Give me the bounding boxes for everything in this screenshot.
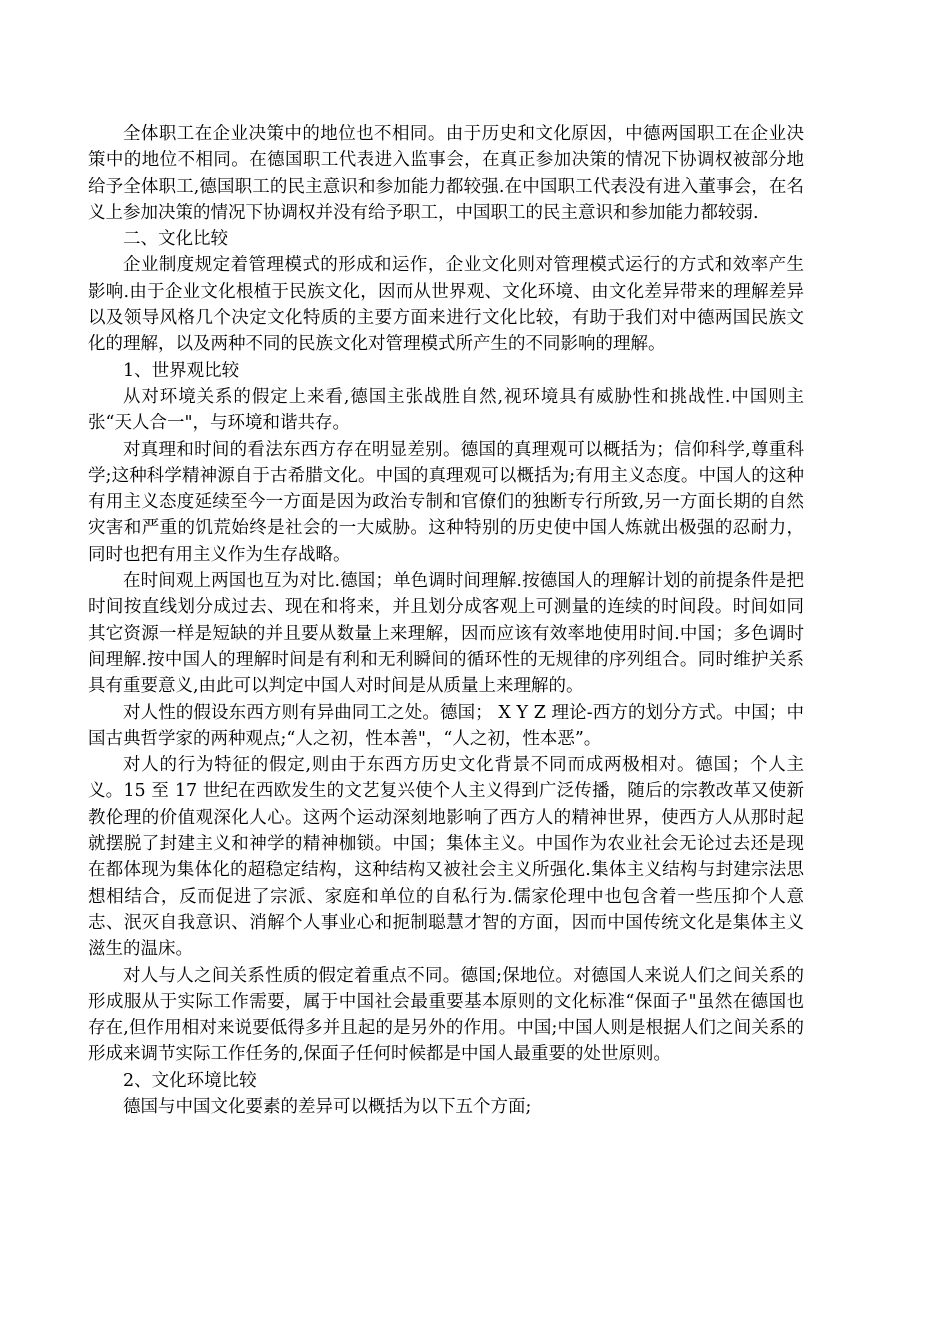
paragraph-truth: 对真理和时间的看法东西方存在明显差别。德国的真理观可以概括为；信仰科学,尊重科学;这种科学精神源自于古希腊文化。中国的真理观可以概括为;有用主义态度。中国人的这种有用主义态度延续至今一方面是因为政治专制和官僚们的独断专行所致,另一方面长期的自然灾害和严重的饥荒始终是社会的一大威胁。这种特别的历史使中国人炼就出极强的忍耐力，同时也把有用主义作为生存战略。 — [88, 439, 804, 565]
heading-culture-comparison: 二、文化比较 — [123, 229, 228, 250]
paragraph-five-aspects: 德国与中国文化要素的差异可以概括为以下五个方面; — [123, 1096, 532, 1117]
paragraph-environment: 从对环境关系的假定上来看,德国主张战胜自然,视环境具有威胁性和挑战性.中国则主张“天人合一"，与环境和谐共存。 — [88, 386, 804, 434]
document-page — [88, 121, 804, 1120]
heading-cultural-environment: 2、文化环境比较 — [123, 1070, 257, 1091]
paragraph-employee-status: 全体职工在企业决策中的地位也不相同。由于历史和文化原因，中德两国职工在企业决策中的地位不相同。在德国职工代表进入监事会，在真正参加决策的情况下协调权被部分地给予全体职工,德国职工的民主意识和参加能力都较强.在中国职工代表没有进入董事会，在名义上参加决策的情况下协调权并没有给予职工，中国职工的民主意识和参加能力都较弱. — [88, 124, 804, 223]
paragraph-human-nature: 对人性的假设东西方则有异曲同工之处。德国； X Y Z 理论-西方的划分方式。中国；中国古典哲学家的两种观点;“人之初，性本善"，“人之初，性本恶”。 — [88, 702, 804, 749]
paragraph-culture-intro: 企业制度规定着管理模式的形成和运作，企业文化则对管理模式运行的方式和效率产生影响.由于企业文化根植于民族文化，因而从世界观、文化环境、由文化差异带来的理解差异以及领导风格几个决定文化特质的主要方面来进行文化比较，有助于我们对中德两国民族文化的理解，以及两种不同的民族文化对管理模式所产生的不同影响的理解。 — [88, 255, 804, 355]
paragraph-relationships: 对人与人之间关系性质的假定着重点不同。德国;保地位。对德国人来说人们之间关系的形成服从于实际工作需要，属于中国社会最重要基本原则的文化标准“保面子"虽然在德国也存在,但作用相对来说要低得多并且起的是另外的作用。中国;中国人则是根据人们之间关系的形成来调节实际工作任务的,保面子任何时候都是中国人最重要的处世原则。 — [88, 965, 804, 1065]
heading-worldview-comparison: 1、世界观比较 — [123, 360, 240, 381]
paragraph-time: 在时间观上两国也互为对比.德国；单色调时间理解.按德国人的理解计划的前提条件是把时间按直线划分成过去、现在和将来，并且划分成客观上可测量的连续的时间段。时间如同其它资源一样是短缺的并且要从数量上来理解，因而应该有效率地使用时间.中国；多色调时间理解.按中国人的理解时间是有利和无利瞬间的循环性的无规律的序列组合。同时维护关系具有重要意义,由此可以判定中国人对时间是从质量上来理解的。 — [88, 571, 804, 697]
paragraph-behavior: 对人的行为特征的假定,则由于东西方历史文化背景不同而成两极相对。德国；个人主义。15 至 17 世纪在西欧发生的文艺复兴使个人主义得到广泛传播，随后的宗教改革又使新教伦理的价值观深化人心。这两个运动深刻地影响了西方人的精神世界，使西方人从那时起就摆脱了封建主义和神学的精神枷锁。中国；集体主义。中国作为农业社会无论过去还是现在都体现为集体化的超稳定结构，这种结构又被社会主义所强化.集体主义结构与封建宗法思想相结合，反而促进了宗派、家庭和单位的自私行为.儒家伦理中也包含着一些压抑个人意志、泯灭自我意识、消解个人事业心和扼制聪慧才智的方面，因而中国传统文化是集体主义滋生的温床。 — [88, 755, 804, 960]
